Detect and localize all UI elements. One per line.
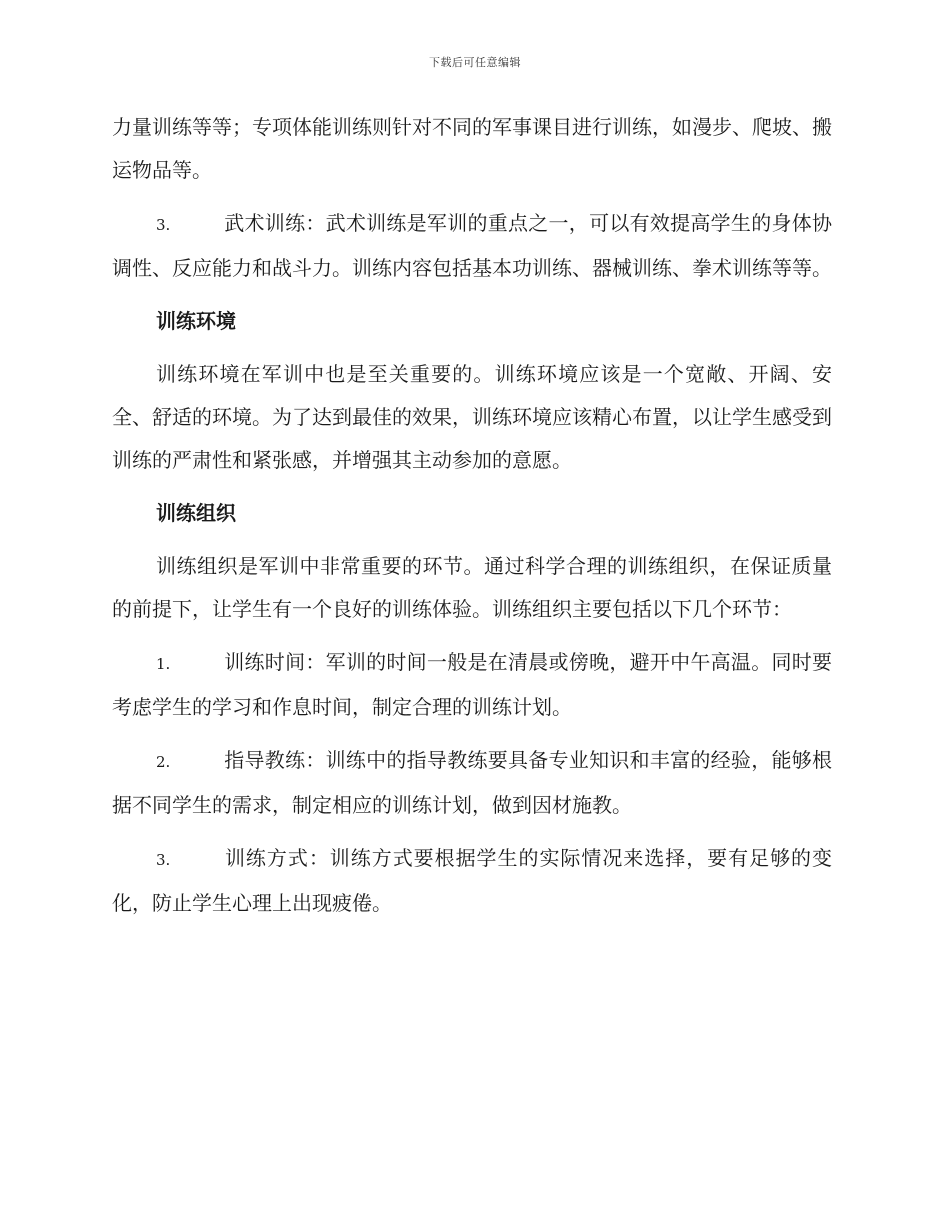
list-item-text: 指导教练：训练中的指导教练要具备专业知识和丰富的经验，能够根据不同学生的需求，制定相应的训练计划，做到因材施教。 <box>112 748 832 817</box>
list-item-text: 训练方式：训练方式要根据学生的实际情况来选择，要有足够的变化，防止学生心理上出现疲倦。 <box>112 846 832 915</box>
paragraph-organization: 训练组织是军训中非常重要的环节。通过科学合理的训练组织，在保证质量的前提下，让学生有一个良好的训练体验。训练组织主要包括以下几个环节： <box>112 554 832 621</box>
paragraph-environment: 训练环境在军训中也是至关重要的。训练环境应该是一个宽敞、开阔、安全、舒适的环境。为了达到最佳的效果，训练环境应该精心布置，以让学生感受到训练的严肃性和紧张感，并增强其主动参加的意愿。 <box>112 362 832 472</box>
section-heading-organization: 训练组织 <box>156 501 236 525</box>
list-item-martial-arts <box>112 202 832 290</box>
paragraph-strength-training: 力量训练等等；专项体能训练则针对不同的军事课目进行训练，如漫步、爬坡、搬运物品等。 <box>112 115 832 182</box>
list-number: 3. <box>156 851 171 869</box>
list-number: 1. <box>156 655 171 673</box>
list-item-text: 武术训练：武术训练是军训的重点之一，可以有效提高学生的身体协调性、反应能力和战斗力。训练内容包括基本功训练、器械训练、拳术训练等等。 <box>112 211 832 280</box>
page-header: 下载后可任意编辑 <box>429 56 521 69</box>
section-heading-environment: 训练环境 <box>156 309 236 333</box>
list-number: 3. <box>156 216 171 234</box>
list-item-text: 训练时间：军训的时间一般是在清晨或傍晚，避开中午高温。同时要考虑学生的学习和作息时间，制定合理的训练计划。 <box>112 650 832 719</box>
list-item-training-time <box>112 641 832 729</box>
list-number: 2. <box>156 753 171 771</box>
list-item-training-method <box>112 837 832 925</box>
list-item-coach <box>112 739 832 827</box>
document-body <box>112 106 832 935</box>
